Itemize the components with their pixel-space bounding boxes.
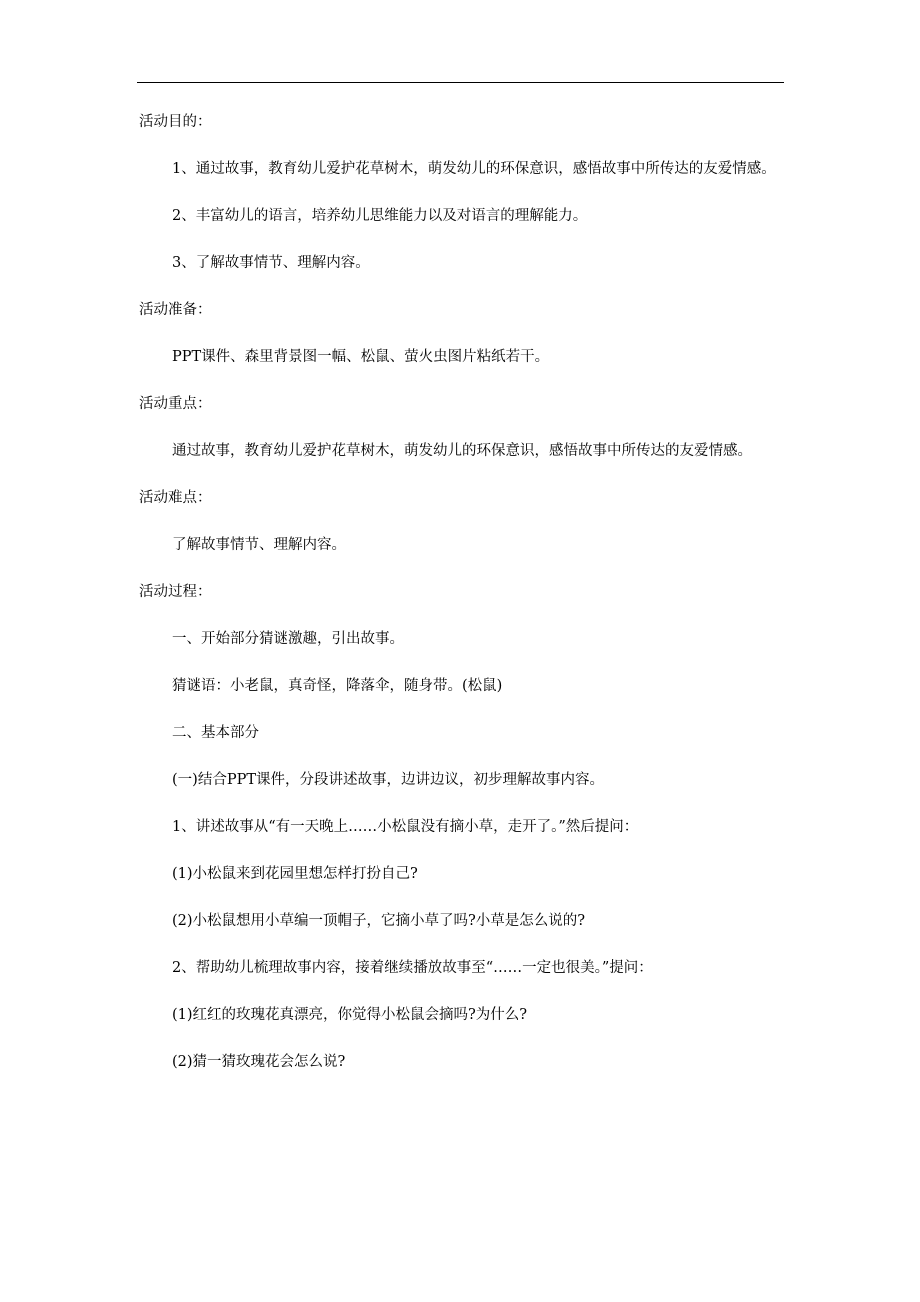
header-rule: [137, 82, 784, 83]
part-2: 二、基本部分: [172, 725, 259, 741]
key-heading: 活动重点：: [139, 396, 212, 412]
difficulty-heading: 活动难点：: [139, 490, 212, 506]
process-heading: 活动过程：: [139, 584, 212, 600]
key-text: 通过故事，教育幼儿爱护花草树木，萌发幼儿的环保意识，感悟故事中所传达的友爱情感。: [172, 443, 752, 459]
goal-3: 3、了解故事情节、理解内容。: [172, 255, 370, 271]
part-1: 一、开始部分猜谜激趣，引出故事。: [172, 631, 404, 647]
goal-2: 2、丰富幼儿的语言，培养幼儿思维能力以及对语言的理解能力。: [172, 208, 588, 224]
item-1: 1、讲述故事从“有一天晚上……小松鼠没有摘小草，走开了。”然后提问：: [172, 819, 639, 835]
question-2-2: (2)猜一猜玫瑰花会怎么说?: [172, 1054, 346, 1070]
question-2-1: (1)红红的玫瑰花真漂亮，你觉得小松鼠会摘吗?为什么?: [172, 1007, 528, 1023]
riddle: 猜谜语：小老鼠，真奇怪，降落伞，随身带。(松鼠): [172, 678, 503, 694]
question-1-1: (1)小松鼠来到花园里想怎样打扮自己?: [172, 866, 418, 882]
difficulty-text: 了解故事情节、理解内容。: [172, 537, 346, 553]
item-2: 2、帮助幼儿梳理故事内容，接着继续播放故事至“……一定也很美。”提问：: [172, 960, 653, 976]
question-1-2: (2)小松鼠想用小草编一顶帽子，它摘小草了吗?小草是怎么说的?: [172, 913, 586, 929]
goals-heading: 活动目的：: [139, 114, 212, 130]
step-1: (一)结合PPT课件，分段讲述故事，边讲边议，初步理解故事内容。: [172, 772, 604, 788]
goal-1: 1、通过故事，教育幼儿爱护花草树木，萌发幼儿的环保意识，感悟故事中所传达的友爱情感。: [172, 161, 776, 177]
document-body: [139, 110, 779, 1074]
prep-text: PPT课件、森里背景图一幅、松鼠、萤火虫图片粘纸若干。: [172, 349, 550, 365]
prep-heading: 活动准备：: [139, 302, 212, 318]
